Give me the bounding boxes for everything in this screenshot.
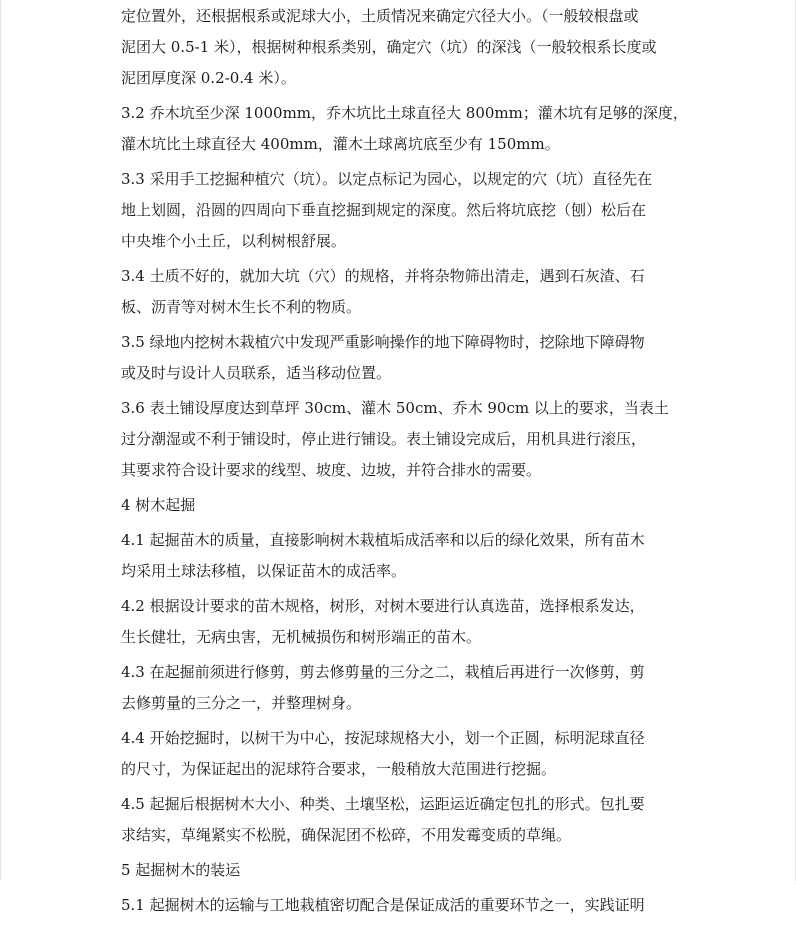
paragraph bbox=[121, 525, 687, 587]
text-line: 或及时与设计人员联系，适当移动位置。 bbox=[121, 364, 392, 382]
section-heading: 4 树木起掘 bbox=[121, 496, 196, 514]
text-line: 均采用土球法移植，以保证苗木的成活率。 bbox=[121, 562, 407, 580]
paragraph bbox=[121, 98, 687, 160]
text-line: 5.1 起掘树木的运输与工地栽植密切配合是保证成活的重要环节之一，实践证明 bbox=[121, 896, 645, 914]
paragraph bbox=[121, 789, 687, 851]
text-line: 板、沥青等对树木生长不利的物质。 bbox=[121, 298, 362, 316]
paragraph bbox=[121, 657, 687, 719]
text-line: 定位置外，还根据根系或泥球大小，土质情况来确定穴径大小。（一般较根盘或 bbox=[121, 7, 639, 25]
document-body bbox=[121, 0, 687, 925]
text-line: 去修剪量的三分之一，并整理树身。 bbox=[121, 694, 362, 712]
text-line: 4.3 在起掘前须进行修剪，剪去修剪量的三分之二，栽植后再进行一次修剪，剪 bbox=[121, 663, 645, 681]
text-line: 4.1 起掘苗木的质量，直接影响树木栽植垢成活率和以后的绿化效果，所有苗木 bbox=[121, 531, 645, 549]
text-line: 其要求符合设计要求的线型、坡度、边坡，并符合排水的需要。 bbox=[121, 461, 542, 479]
paragraph bbox=[121, 261, 687, 323]
text-line: 3.2 乔木坑至少深 1000mm，乔木坑比土球直径大 800mm；灌木坑有足够的深度， bbox=[121, 104, 688, 122]
paragraph bbox=[121, 723, 687, 785]
text-line: 4.2 根据设计要求的苗木规格，树形，对树木要进行认真选苗，选择根系发达， bbox=[121, 597, 645, 615]
paragraph bbox=[121, 327, 687, 389]
text-line: 3.6 表土铺设厚度达到草坪 30cm、灌木 50cm、乔木 90cm 以上的要求，当表土 bbox=[121, 399, 669, 417]
paragraph bbox=[121, 1, 687, 94]
text-line: 地上划圆，沿圆的四周向下垂直挖掘到规定的深度。然后将坑底挖（刨）松后在 bbox=[121, 201, 647, 219]
text-line: 过分潮湿或不利于铺设时，停止进行铺设。表土铺设完成后，用机具进行滚压， bbox=[121, 430, 647, 448]
text-line: 4.5 起掘后根据树木大小、种类、土壤坚松，运距运近确定包扎的形式。包扎要 bbox=[121, 795, 645, 813]
text-line: 3.5 绿地内挖树木栽植穴中发现严重影响操作的地下障碍物时，挖除地下障碍物 bbox=[121, 333, 645, 351]
text-line: 4.4 开始挖掘时，以树干为中心，按泥球规格大小，划一个正圆，标明泥球直径 bbox=[121, 729, 645, 747]
section-heading: 5 起掘树木的装运 bbox=[121, 861, 241, 879]
text-line: 求结实，草绳紧实不松脱，确保泥团不松碎，不用发霉变质的草绳。 bbox=[121, 826, 572, 844]
text-line: 中央堆个小土丘，以利树根舒展。 bbox=[121, 232, 347, 250]
text-line: 的尺寸，为保证起出的泥球符合要求，一般稍放大范围进行挖掘。 bbox=[121, 760, 557, 778]
text-line: 3.3 采用手工挖掘种植穴（坑）。以定点标记为园心，以规定的穴（坑）直径先在 bbox=[121, 170, 653, 188]
text-line: 灌木坑比土球直径大 400mm，灌木土球离坑底至少有 150mm。 bbox=[121, 135, 560, 153]
paragraph bbox=[121, 164, 687, 257]
text-line: 泥团厚度深 0.2-0.4 米）。 bbox=[121, 69, 296, 87]
paragraph bbox=[121, 591, 687, 653]
paragraph bbox=[121, 393, 687, 486]
paragraph bbox=[121, 890, 687, 921]
text-line: 生长健壮，无病虫害，无机械损伤和树形端正的苗木。 bbox=[121, 628, 482, 646]
text-line: 泥团大 0.5-1 米），根据树种根系类别，确定穴（坑）的深浅（一般较根系长度或 bbox=[121, 38, 657, 56]
text-line: 3.4 土质不好的，就加大坑（穴）的规格，并将杂物筛出清走，遇到石灰渣、石 bbox=[121, 267, 645, 285]
